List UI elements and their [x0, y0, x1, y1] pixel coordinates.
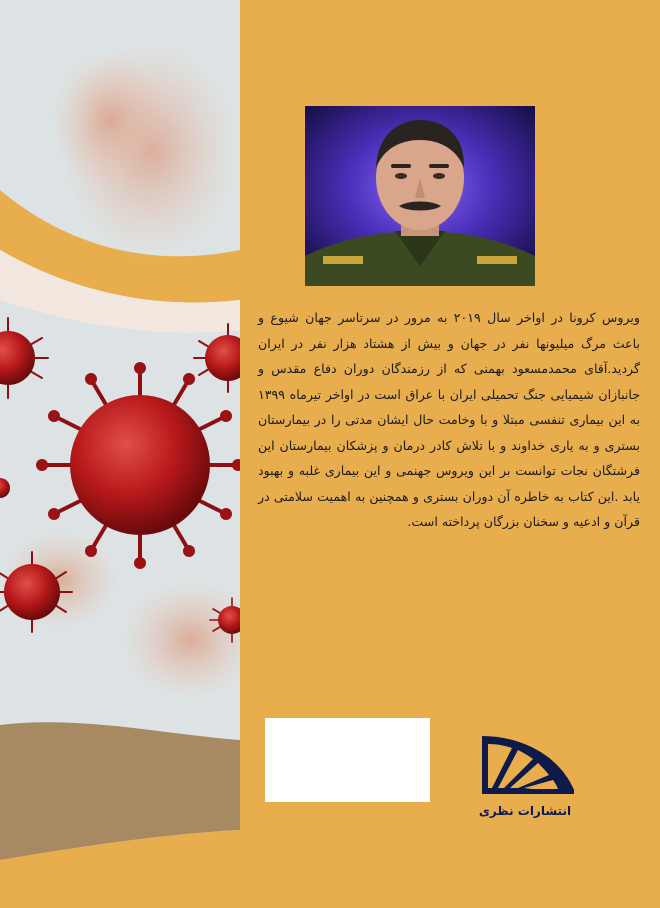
author-portrait-image — [305, 106, 535, 286]
book-blurb: ویروس کرونا در اواخر سال ۲۰۱۹ به مرور در سرتاسر جهان شیوع و باعث مرگ میلیونها نفر در جهان و بیش از هشتاد هزار نفر در ایران گردید.آقای محمدمسعود بهمنی که از رزمندگان دوران دفاع مقدس و جانبازان شیمیایی جنگ تحمیلی ایران با عراق است در اواخر تیرماه ۱۳۹۹ به این بیماری تنفسی مبتلا و با وخامت حال ایشان مدتی را در بیمارستان بستری و به یاری خداوند و با تلاش کادر درمان و پزشکان بیمارستان این فرشتگان نجات توانست بر این ویروس جهنمی و این بیماری غلبه و بهبود یابد .این کتاب به خاطره آن دوران بستری و همچنین به اهمیت سلامتی در قرآن و ادعیه و سخنان بزرگان پرداخته است. — [258, 310, 640, 529]
publisher-name: انتشارات نظری — [478, 804, 572, 818]
virus-artwork — [0, 0, 240, 908]
author-portrait — [305, 106, 535, 286]
barcode-area — [265, 718, 430, 802]
left-decorative-panel — [0, 0, 240, 908]
publisher-sunrise-logo-icon — [468, 728, 588, 798]
